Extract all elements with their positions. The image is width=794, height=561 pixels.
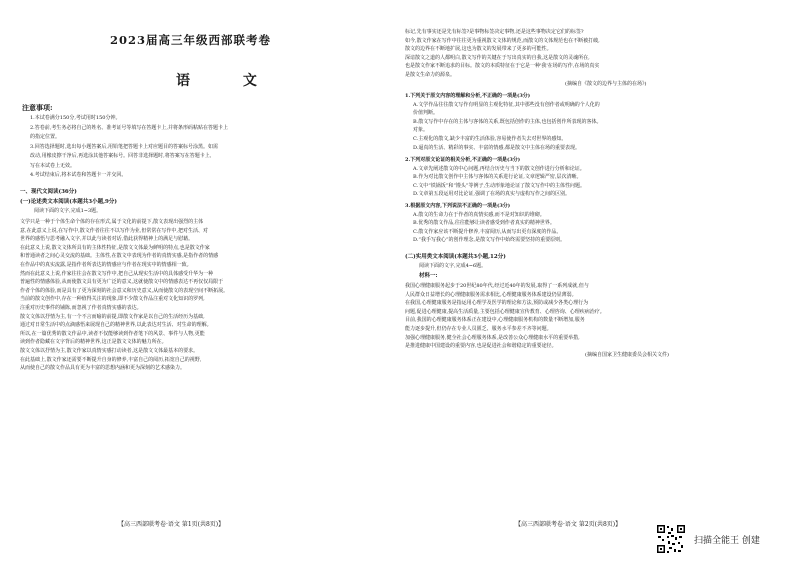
option-line: 对象。: [413, 127, 429, 134]
passage-line: 当前的散文创作中,存在一种值得关注的现象,即不少散文作品注重对文化知识的罗列,: [20, 296, 205, 303]
option-line: C.主观化的散文,缺少丰富的生活体验,容易使作者失去对世界的感知。: [413, 135, 567, 142]
option-line: C.散文作家应该不断提升修养,丰富阅历,从而写出更有深度的作品。: [413, 228, 562, 235]
note-line: 的指定位置。: [30, 134, 61, 140]
material-line: 能力逐步提升,但仍存在专业人员匮乏、服务水平参差不齐等问题。: [405, 325, 552, 332]
passage-line: 在此基础上,散文作家还需要不断提升自身的修养,丰富自己的阅历,拓宽自己的视野,: [20, 356, 202, 363]
note-line: 写在本试卷上无效。: [30, 162, 76, 169]
material-line: 人民群众日益增长的心理健康服务需求相比,心理健康服务体系建设仍显薄弱。: [405, 291, 577, 298]
passage-line: 文学只是一种于个体生命个体的存在形式,属于文化的前提下,散文表现出强烈的主体: [20, 219, 204, 225]
question-stem: 1.下列关于原文内容的理解和分析,不正确的一项是(3分): [405, 93, 531, 99]
passage-line: 如今,散文作家在写作中往往更为重视散文文体的规范,而散文的文体规范也在不断被打破,: [405, 37, 600, 44]
passage-line: 是散文生命力的源泉。: [405, 71, 456, 78]
passage-line: 通过对日常生活中的点滴感悟来展现自己的精神世界,以此表达对生活、对生命的理解。: [20, 322, 212, 329]
material-heading: 材料一:: [419, 273, 438, 279]
passage-line: 散文文体以抒情为主,有一个不言而喻的前提,即散文作家是以自己的生活经历为基础,: [20, 313, 205, 320]
note-line: 4.考试结束后,将本试卷和答题卡一并交回。: [30, 172, 127, 178]
option-line: D.文章第五段运用对比论证,强调了在场的真实与虚构写作之间的区别。: [413, 191, 571, 198]
right-page: [397, 0, 794, 561]
material-body: [405, 282, 785, 359]
note-line: 1.本试卷满分150分,考试用时150分钟。: [30, 115, 121, 121]
passage-line: 深谙散文之道的人都明白,散文写作的关键在于写出真实的自我,这是散文的灵魂所在,: [405, 54, 590, 61]
material-line: 问题,促进心理健康,提高生活质量,主要包括心理健康宣传教育、心理咨询、心理疾病治疗。: [405, 308, 605, 315]
subsection-heading: (一)论述类文本阅读(本题共3小题,9分): [20, 199, 117, 205]
note-line: 3.回答选择题时,选出每小题答案后,用铅笔把答题卡上对应题目的答案标号涂黑。如需: [30, 143, 218, 150]
passage-line: 在此意义上说,散文文体所具有的主体性特征,是散文文体最为鲜明的特点,也是散文作家: [20, 244, 210, 251]
subsection-heading: (二)实用类文本阅读(本题共3小题,12分): [405, 254, 506, 260]
question-stem: 3.根据原文内容,下列说法不正确的一项是(3分): [405, 203, 511, 209]
option-line: 价值判断。: [413, 110, 439, 117]
scanner-watermark: 扫描全能王 创建: [694, 536, 760, 546]
exam-title: 2023届高三年级西部联考卷: [110, 33, 272, 47]
passage-line: 在作品中的真实流露,是指作者所表达的情感应与作者在现实中的情感相一致。: [20, 261, 192, 268]
page-footer: 【高三西部联考卷·语文 第2页(共8页)】: [515, 521, 622, 528]
question-2: [405, 156, 785, 199]
passage-line: 标记,先有事实还是先有标签?是事物标签决定事物,还是这些事物决定它们的标签?: [405, 29, 584, 35]
page-footer: 【高三西部联考卷·语文 第1页(共8页)】: [118, 521, 225, 528]
material-line: 在我国,心理健康服务是指运用心理学及医学的理论和方法,预防或减少各类心理行为: [405, 300, 589, 307]
passage-line: 散文文体以抒情为主,散文作家以真情实感打动读者,这是散文文体最基本的要求。: [20, 347, 199, 354]
material-source: (摘编自国家卫生健康委员会相关文件): [585, 351, 669, 358]
passage-line: 读到作者隐藏在文字背后的精神世界,这正是散文文体的魅力所在。: [20, 339, 167, 346]
passage-line: 也是散文作家不断追求的目标。散文的本质特征在于它是一种'我'在场的写作,在场的真实: [405, 63, 600, 70]
option-line: D.“我手写我心”的创作理念,是散文写作中始终需要坚持的重要原则。: [413, 237, 566, 244]
passage-line: 散文的边界在不断地扩展,这也为散文的发展带来了更多的可能性。: [405, 46, 552, 53]
option-line: A.文学作品往往散文写作有明显的主观化特征,其中那些没有创作者或明确的个人化的: [413, 101, 600, 108]
material-line: 我国心理健康服务起步于20世纪80年代,经过近40年的发展,取得了一系列成就,但与: [405, 283, 589, 289]
subject-title: 语 文: [176, 73, 281, 89]
passage-source: (摘编自《散文的边界与主体的在场》): [565, 80, 647, 87]
passage-body: [20, 218, 388, 373]
passage-continuation: [405, 28, 785, 88]
option-line: A.文章先阐述散文的中心问题,再结合历史与当下的散文创作进行分析和论证。: [413, 165, 585, 172]
passage-line: 意,在此意义上说,在写作中,散文作者往往不以写作为业,但常常在写作中,把对生活、对: [20, 227, 208, 234]
passage-line: 和普通读者之间心灵交流的基础。主体性,在散文中表现为作者的真情实感,是指作者的情感: [20, 253, 219, 260]
option-line: B.作为对比散文创作中主体与客体的关系进行论证,文章逻辑严密,层次清晰。: [413, 174, 582, 181]
question-1: [405, 92, 785, 152]
notes-list: [30, 114, 390, 181]
material-line: 是推进健康中国建设的重要内容,也是促进社会和谐稳定的重要途径。: [405, 343, 557, 350]
passage-line: 然而在此意义上说,作家往往会在散文写作中,把自己从现实生活中的具体感受升华为一种: [20, 270, 214, 277]
notes-heading: 注意事项:: [22, 103, 53, 112]
qr-code-icon: [656, 524, 686, 554]
question-3: [405, 202, 785, 245]
option-line: C.文中“铁锅饭”和“馒头”等例子,生动形象地论证了散文写作中的主体性问题。: [413, 182, 586, 189]
option-line: B.优秀的散文作品,往往能够让读者感受到作者真实的精神世界。: [413, 220, 555, 227]
passage-line: 从而使自己的散文作品具有更为丰富的思想内涵和更为深刻的艺术感染力。: [20, 365, 186, 372]
section-heading: 一、现代文阅读(36分): [20, 189, 77, 195]
option-line: B.散文写作中存在的主体与客体的关系,既包括创作的主体,也包括创作所表现的客体。: [413, 118, 602, 125]
material-line: 目前,我国的心理健康服务体系正在建设中,心理健康服务机构的数量不断增加,服务: [405, 317, 585, 324]
section-one: [20, 187, 388, 214]
question-stem: 2.下列对原文论证的相关分析,不正确的一项是(3分): [405, 157, 521, 163]
subsection-instruction: 阅读下面的文字,完成4~6题。: [419, 263, 487, 269]
option-line: D.逼真的生活、精彩的事实、丰富的情感,都是散文中主体在场的重要表现。: [413, 144, 581, 151]
passage-line: 所以,在一篇优秀的散文作品中,读者不仅能够读到作者笔下的风景、事件与人物,更能: [20, 330, 205, 337]
section-two: [405, 252, 785, 279]
passage-line: 世界的感悟与思考融入文字,并以此与读者对话,借此获得精神上的满足与慰藉。: [20, 236, 194, 243]
passage-line: 作者个体的体验,而是具有了更为深刻的社会意义和历史意义,从而使散文的表现空间不断拓展。: [20, 287, 229, 294]
passage-line: 注重对历史事件的铺陈,而忽视了作者真情实感的表达。: [20, 304, 142, 311]
note-line: 改动,用橡皮擦干净后,再选涂其他答案标号。回答非选择题时,将答案写在答题卡上,: [30, 153, 212, 159]
passage-line: 普遍性的情感体验,从而使散文具有更为广泛的意义,这就使散文中的情感表达不再仅仅局限于: [20, 279, 224, 286]
subsection-instruction: 阅读下面的文字,完成1~3题。: [34, 208, 102, 214]
material-line: 加强心理健康服务,健全社会心理服务体系,是改善公众心理健康水平的重要举措,: [405, 334, 580, 341]
option-line: A.散文的生命力在于作者的真情实感,而不是对知识的堆砌。: [413, 211, 545, 218]
note-line: 2.答卷前,考生务必将自己的姓名、准考证号等填写在答题卡上,并将条形码粘贴在答题卡上: [30, 124, 228, 131]
